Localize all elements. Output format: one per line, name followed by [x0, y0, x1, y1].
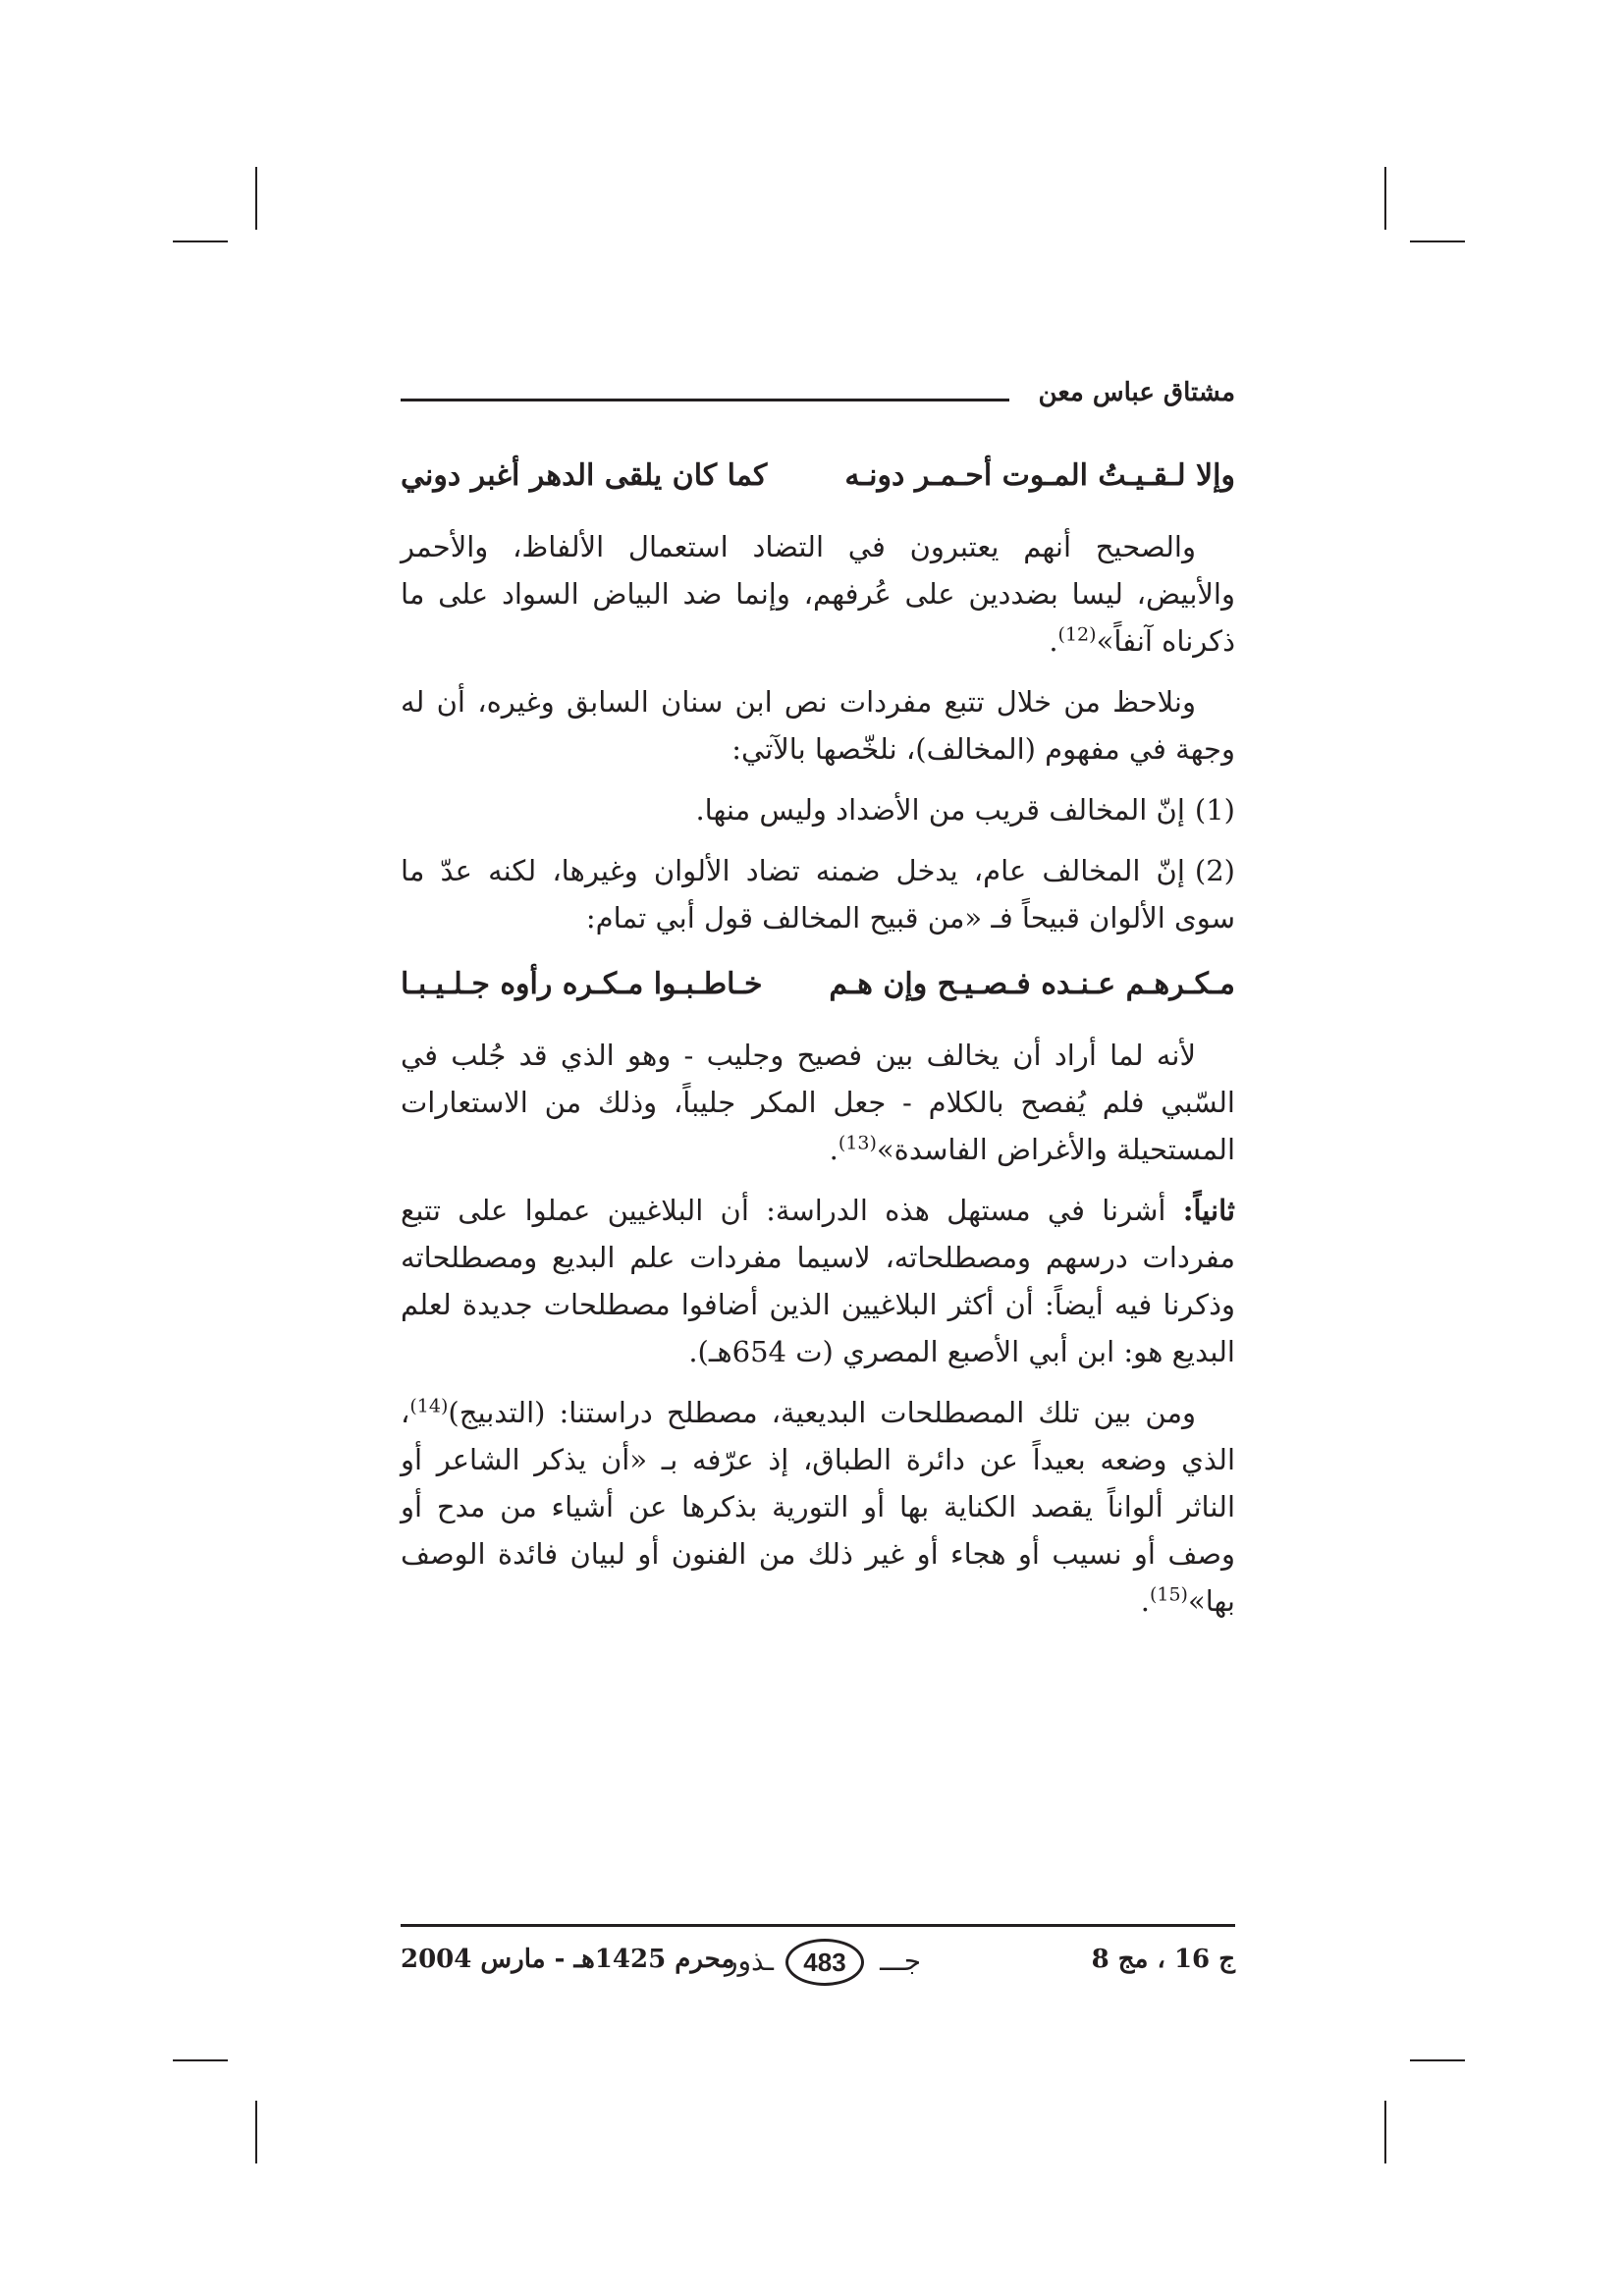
crop-mark: [255, 167, 257, 230]
verse-second-half: خـاطـبـوا مـكـره رأوه جـلـيـبـا: [401, 967, 763, 1001]
paragraph: [401, 1187, 1235, 1375]
paragraph-text: لأنه لما أراد أن يخالف بين فصيح وجليب - وهو الذي قد جُلب في السّبي فلم يُفصح بالكلام - جعل المكر جليباً، وذلك من الاستعارات المستحيلة والأغراض الفاسدة»: [401, 1039, 1235, 1166]
crop-mark: [173, 2059, 228, 2061]
paragraph-text: والصحيح أنهم يعتبرون في التضاد استعمال الألفاظ، والأحمر والأبيض، ليسا بضددين على عُرفهم، وإنما ضد البياض السواد على ما ذكرناه آنفاً»: [401, 530, 1235, 658]
verse-line: [401, 955, 1235, 1014]
paragraph-text: ومن بين تلك المصطلحات البديعية، مصطلح دراستنا: (التدبيج): [448, 1396, 1196, 1429]
item-number: (1): [1194, 793, 1235, 827]
footer-rule: [401, 1924, 1235, 1927]
paragraph: [401, 678, 1235, 773]
footnote-ref: (12): [1057, 623, 1097, 646]
verse-line: [401, 447, 1235, 506]
issue-date: محرم 1425هـ - مارس 2004: [401, 1945, 735, 1974]
item-text: إنّ المخالف عام، يدخل ضمنه تضاد الألوان وغيرها، لكنه عدّ ما سوى الألوان قبيحاً فـ «من قبيح المخالف قول أبي تمام:: [401, 854, 1235, 934]
item-text: إنّ المخالف قريب من الأضداد وليس منها.: [695, 793, 1185, 827]
crop-mark: [1384, 2101, 1386, 2163]
page-body: [401, 447, 1235, 1638]
crop-mark: [255, 2101, 257, 2163]
journal-name-part: جـــ: [880, 1945, 921, 1977]
paragraph-text: ، الذي وضعه بعيداً عن دائرة الطباق، إذ عرّفه بـ «أن يذكر الشاعر أو الناثر ألواناً يقصد الكناية بها أو التورية بذكرها عن أشياء من مدح أو وصف أو نسيب أو هجاء أو غير ذلك من الفنون أو لبيان فائدة الوصف بها»: [401, 1396, 1235, 1618]
page-number: 483: [785, 1939, 864, 1986]
list-item: [401, 847, 1235, 941]
crop-mark: [173, 240, 228, 242]
journal-name-part: ـذور: [725, 1945, 774, 1977]
paragraph: لأنه لما أراد أن يخالف بين فصيح وجليب - وهو الذي قد جُلب في السّبي فلم يُفصح بالكلام - جعل المكر جليباً، وذلك من الاستعارات المستحيلة والأغراض الفاسدة»$^{(13)}$.: [401, 1039, 1235, 1166]
issue-info: ج 16 ، مج 8: [1091, 1945, 1235, 1974]
list-item: [401, 786, 1235, 833]
footnote-ref: (15): [1149, 1583, 1188, 1606]
footnote-ref: (13): [838, 1132, 877, 1154]
footnote-ref: (14): [409, 1395, 449, 1417]
paragraph: والصحيح أنهم يعتبرون في التضاد استعمال الألفاظ، والأحمر والأبيض، ليسا بضددين على عُرفهم، وإنما ضد البياض السواد على ما ذكرناه آنفاً»$^{(12)}$.: [401, 530, 1235, 658]
page-footer: [401, 1939, 1235, 1998]
item-number: (2): [1194, 854, 1235, 887]
crop-mark: [1410, 240, 1465, 242]
crop-mark: [1384, 167, 1386, 230]
crop-mark: [1410, 2059, 1465, 2061]
running-header: [401, 378, 1235, 417]
paragraph: ومن بين تلك المصطلحات البديعية، مصطلح دراستنا: (التدبيج)$^{(14)}$، الذي وضعه بعيداً عن دائرة الطباق، إذ عرّفه بـ «أن يذكر الشاعر أو الناثر ألواناً يقصد الكناية بها أو التورية بذكرها عن أشياء من مدح أو وصف أو نسيب أو هجاء أو غير ذلك من الفنون أو لبيان فائدة الوصف بها»$^{(15)}$.: [401, 1395, 1235, 1618]
verse-second-half: كما كان يلقى الدهر أغبر دوني: [401, 458, 768, 493]
journal-logo: [725, 1939, 921, 1988]
author-name: مشتاق عباس معن: [1038, 378, 1235, 407]
section-label: ثانياً:: [1182, 1194, 1235, 1227]
paragraph-text: ونلاحظ من خلال تتبع مفردات نص ابن سنان السابق وغيره، أن له وجهة في مفهوم (المخالف)، نلخّصها بالآتي:: [401, 685, 1235, 766]
verse-first-half: وإلا لـقـيـتُ المـوت أحـمـر دونـه: [844, 458, 1235, 493]
paragraph-text: أشرنا في مستهل هذه الدراسة: أن البلاغيين عملوا على تتبع مفردات درسهم ومصطلحاته، لاسيما مفردات علم البديع ومصطلحاته وذكرنا فيه أيضاً: أن أكثر البلاغيين الذين أضافوا مصطلحات جديدة لعلم البديع هو: ابن أبي الأصبع المصري (ت 654هـ).: [401, 1194, 1235, 1368]
verse-first-half: مـكـرهـم عـنـده فـصـيـح وإن هـم: [829, 967, 1235, 1001]
header-rule: [401, 399, 1009, 401]
